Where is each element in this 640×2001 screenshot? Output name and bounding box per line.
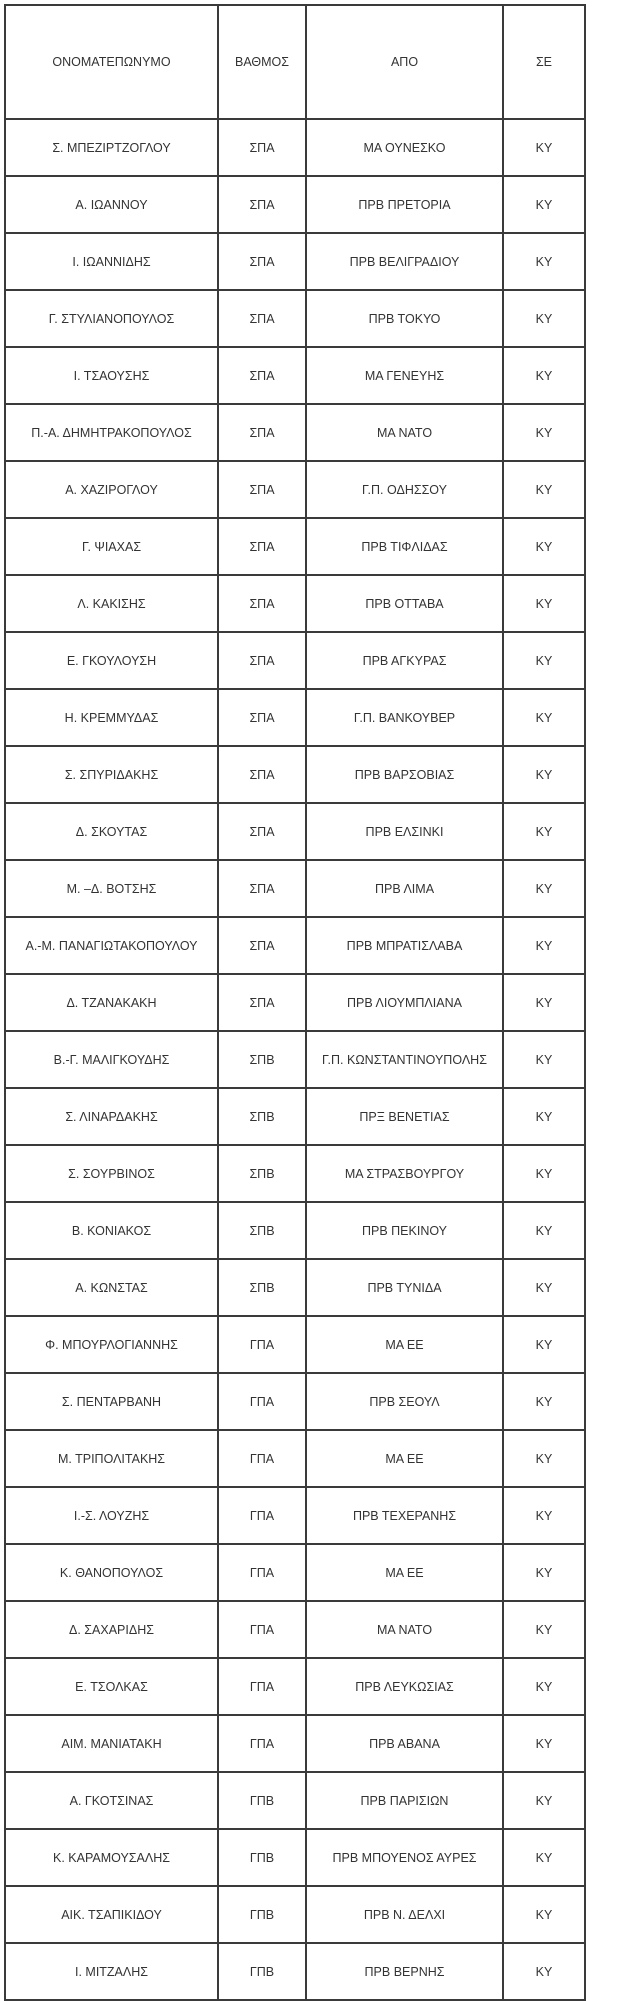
cell-from: ΠΡΒ ΛΙΜΑ <box>306 860 503 917</box>
table-row <box>5 1772 585 1829</box>
cell-name: Σ. ΜΠΕΖΙΡΤΖΟΓΛΟΥ <box>5 119 218 176</box>
cell-name: Δ. ΤΖΑΝΑΚΑΚΗ <box>5 974 218 1031</box>
cell-from: ΜΑ ΟΥΝΕΣΚΟ <box>306 119 503 176</box>
table-row <box>5 347 585 404</box>
table-row <box>5 974 585 1031</box>
cell-from: ΠΡΒ ΠΕΚΙΝΟΥ <box>306 1202 503 1259</box>
table-row <box>5 1601 585 1658</box>
cell-from: Γ.Π. ΟΔΗΣΣΟΥ <box>306 461 503 518</box>
table-row <box>5 1829 585 1886</box>
cell-to: ΚΥ <box>503 347 585 404</box>
cell-from: ΠΡΒ ΤΙΦΛΙΔΑΣ <box>306 518 503 575</box>
cell-rank: ΣΠΑ <box>218 974 306 1031</box>
table-row <box>5 404 585 461</box>
header-to: ΣΕ <box>503 5 585 119</box>
table-row <box>5 1943 585 2000</box>
table-row <box>5 1886 585 1943</box>
cell-to: ΚΥ <box>503 1487 585 1544</box>
cell-rank: ΓΠΒ <box>218 1886 306 1943</box>
cell-name: Ε. ΤΣΟΛΚΑΣ <box>5 1658 218 1715</box>
cell-to: ΚΥ <box>503 1544 585 1601</box>
table-row <box>5 1715 585 1772</box>
table-row <box>5 1658 585 1715</box>
cell-from: ΠΡΒ ΛΙΟΥΜΠΛΙΑΝΑ <box>306 974 503 1031</box>
cell-name: Α. ΙΩΑΝΝΟΥ <box>5 176 218 233</box>
cell-rank: ΓΠΑ <box>218 1601 306 1658</box>
cell-name: Β.-Γ. ΜΑΛΙΓΚΟΥΔΗΣ <box>5 1031 218 1088</box>
cell-to: ΚΥ <box>503 860 585 917</box>
cell-to: ΚΥ <box>503 1829 585 1886</box>
cell-rank: ΣΠΑ <box>218 404 306 461</box>
cell-name: ΑΙΜ. ΜΑΝΙΑΤΑΚΗ <box>5 1715 218 1772</box>
cell-name: Β. ΚΟΝΙΑΚΟΣ <box>5 1202 218 1259</box>
cell-to: ΚΥ <box>503 689 585 746</box>
cell-to: ΚΥ <box>503 461 585 518</box>
cell-rank: ΓΠΑ <box>218 1715 306 1772</box>
cell-rank: ΣΠΑ <box>218 347 306 404</box>
cell-from: ΠΡΒ ΠΡΕΤΟΡΙΑ <box>306 176 503 233</box>
header-rank: ΒΑΘΜΟΣ <box>218 5 306 119</box>
cell-from: ΠΡΒ ΤΥΝΙΔΑ <box>306 1259 503 1316</box>
table-row <box>5 746 585 803</box>
cell-to: ΚΥ <box>503 1031 585 1088</box>
cell-name: Π.-Α. ΔΗΜΗΤΡΑΚΟΠΟΥΛΟΣ <box>5 404 218 461</box>
cell-rank: ΓΠΑ <box>218 1544 306 1601</box>
cell-name: Σ. ΣΟΥΡΒΙΝΟΣ <box>5 1145 218 1202</box>
cell-rank: ΣΠΑ <box>218 746 306 803</box>
cell-name: Α. ΓΚΟΤΣΙΝΑΣ <box>5 1772 218 1829</box>
cell-to: ΚΥ <box>503 1202 585 1259</box>
table-row <box>5 803 585 860</box>
cell-name: Φ. ΜΠΟΥΡΛΟΓΙΑΝΝΗΣ <box>5 1316 218 1373</box>
cell-to: ΚΥ <box>503 632 585 689</box>
cell-rank: ΣΠΒ <box>218 1145 306 1202</box>
cell-from: ΜΑ ΣΤΡΑΣΒΟΥΡΓΟΥ <box>306 1145 503 1202</box>
cell-rank: ΣΠΒ <box>218 1031 306 1088</box>
cell-to: ΚΥ <box>503 1772 585 1829</box>
table-row <box>5 1088 585 1145</box>
cell-name: Σ. ΣΠΥΡΙΔΑΚΗΣ <box>5 746 218 803</box>
cell-to: ΚΥ <box>503 803 585 860</box>
cell-from: ΠΡΒ ΤΕΧΕΡΑΝΗΣ <box>306 1487 503 1544</box>
table-row <box>5 1430 585 1487</box>
header-name: ΟΝΟΜΑΤΕΠΩΝΥΜΟ <box>5 5 218 119</box>
cell-from: ΠΡΒ ΒΑΡΣΟΒΙΑΣ <box>306 746 503 803</box>
cell-rank: ΣΠΒ <box>218 1202 306 1259</box>
cell-name: ΑΙΚ. ΤΣΑΠΙΚΙΔΟΥ <box>5 1886 218 1943</box>
cell-from: ΜΑ ΝΑΤΟ <box>306 1601 503 1658</box>
table-row <box>5 176 585 233</box>
cell-to: ΚΥ <box>503 176 585 233</box>
cell-from: ΜΑ ΓΕΝΕΥΗΣ <box>306 347 503 404</box>
table-row <box>5 860 585 917</box>
cell-rank: ΓΠΒ <box>218 1943 306 2000</box>
cell-from: ΜΑ ΕΕ <box>306 1430 503 1487</box>
cell-from: Γ.Π. ΚΩΝΣΤΑΝΤΙΝΟΥΠΟΛΗΣ <box>306 1031 503 1088</box>
cell-rank: ΓΠΑ <box>218 1658 306 1715</box>
cell-rank: ΣΠΑ <box>218 803 306 860</box>
cell-rank: ΓΠΒ <box>218 1772 306 1829</box>
cell-to: ΚΥ <box>503 1259 585 1316</box>
cell-to: ΚΥ <box>503 575 585 632</box>
transfers-table <box>4 4 586 2001</box>
cell-name: Ε. ΓΚΟΥΛΟΥΣΗ <box>5 632 218 689</box>
cell-from: ΠΡΞ ΒΕΝΕΤΙΑΣ <box>306 1088 503 1145</box>
table-body <box>5 119 585 2000</box>
cell-name: Η. ΚΡΕΜΜΥΔΑΣ <box>5 689 218 746</box>
cell-from: ΠΡΒ ΠΑΡΙΣΙΩΝ <box>306 1772 503 1829</box>
cell-name: Μ. ΤΡΙΠΟΛΙΤΑΚΗΣ <box>5 1430 218 1487</box>
cell-name: Δ. ΣΑΧΑΡΙΔΗΣ <box>5 1601 218 1658</box>
cell-to: ΚΥ <box>503 1943 585 2000</box>
cell-name: Λ. ΚΑΚΙΣΗΣ <box>5 575 218 632</box>
cell-rank: ΣΠΑ <box>218 575 306 632</box>
cell-name: Α. ΚΩΝΣΤΑΣ <box>5 1259 218 1316</box>
cell-from: ΠΡΒ ΒΕΛΙΓΡΑΔΙΟΥ <box>306 233 503 290</box>
cell-from: ΠΡΒ ΤΟΚΥΟ <box>306 290 503 347</box>
table-row <box>5 119 585 176</box>
cell-rank: ΣΠΑ <box>218 119 306 176</box>
cell-name: Γ. ΨΙΑΧΑΣ <box>5 518 218 575</box>
cell-from: ΠΡΒ ΜΠΡΑΤΙΣΛΑΒΑ <box>306 917 503 974</box>
table-row <box>5 1031 585 1088</box>
cell-name: Σ. ΛΙΝΑΡΔΑΚΗΣ <box>5 1088 218 1145</box>
cell-to: ΚΥ <box>503 404 585 461</box>
cell-to: ΚΥ <box>503 917 585 974</box>
cell-name: Α.-Μ. ΠΑΝΑΓΙΩΤΑΚΟΠΟΥΛΟΥ <box>5 917 218 974</box>
cell-from: ΠΡΒ ΛΕΥΚΩΣΙΑΣ <box>306 1658 503 1715</box>
cell-name: Δ. ΣΚΟΥΤΑΣ <box>5 803 218 860</box>
cell-name: Ι. ΙΩΑΝΝΙΔΗΣ <box>5 233 218 290</box>
cell-name: Κ. ΘΑΝΟΠΟΥΛΟΣ <box>5 1544 218 1601</box>
table-row <box>5 1259 585 1316</box>
cell-rank: ΣΠΑ <box>218 689 306 746</box>
table-row <box>5 461 585 518</box>
cell-rank: ΣΠΑ <box>218 176 306 233</box>
cell-rank: ΓΠΑ <box>218 1487 306 1544</box>
table-row <box>5 290 585 347</box>
cell-rank: ΣΠΑ <box>218 917 306 974</box>
table-header-row <box>5 5 585 119</box>
cell-from: ΠΡΒ ΑΒΑΝΑ <box>306 1715 503 1772</box>
cell-name: Σ. ΠΕΝΤΑΡΒΑΝΗ <box>5 1373 218 1430</box>
cell-rank: ΓΠΑ <box>218 1373 306 1430</box>
cell-to: ΚΥ <box>503 1373 585 1430</box>
cell-from: ΜΑ ΕΕ <box>306 1316 503 1373</box>
cell-from: ΠΡΒ ΕΛΣΙΝΚΙ <box>306 803 503 860</box>
cell-from: ΠΡΒ ΟΤΤΑΒΑ <box>306 575 503 632</box>
cell-name: Κ. ΚΑΡΑΜΟΥΣΑΛΗΣ <box>5 1829 218 1886</box>
cell-to: ΚΥ <box>503 119 585 176</box>
cell-rank: ΣΠΑ <box>218 233 306 290</box>
cell-rank: ΣΠΑ <box>218 860 306 917</box>
cell-name: Ι. ΜΙΤΖΑΛΗΣ <box>5 1943 218 2000</box>
cell-name: Ι.-Σ. ΛΟΥΖΗΣ <box>5 1487 218 1544</box>
table-row <box>5 1373 585 1430</box>
cell-rank: ΣΠΑ <box>218 518 306 575</box>
cell-rank: ΓΠΑ <box>218 1316 306 1373</box>
table-row <box>5 917 585 974</box>
cell-to: ΚΥ <box>503 1601 585 1658</box>
cell-from: ΜΑ ΝΑΤΟ <box>306 404 503 461</box>
cell-to: ΚΥ <box>503 290 585 347</box>
cell-from: ΠΡΒ ΒΕΡΝΗΣ <box>306 1943 503 2000</box>
cell-to: ΚΥ <box>503 974 585 1031</box>
table-row <box>5 689 585 746</box>
cell-rank: ΣΠΑ <box>218 461 306 518</box>
cell-rank: ΣΠΑ <box>218 290 306 347</box>
cell-rank: ΣΠΒ <box>218 1088 306 1145</box>
cell-to: ΚΥ <box>503 1658 585 1715</box>
cell-to: ΚΥ <box>503 1430 585 1487</box>
cell-to: ΚΥ <box>503 1715 585 1772</box>
cell-from: Γ.Π. ΒΑΝΚΟΥΒΕΡ <box>306 689 503 746</box>
cell-from: ΠΡΒ Ν. ΔΕΛΧΙ <box>306 1886 503 1943</box>
cell-rank: ΓΠΑ <box>218 1430 306 1487</box>
cell-to: ΚΥ <box>503 746 585 803</box>
header-from: ΑΠΟ <box>306 5 503 119</box>
table-row <box>5 1544 585 1601</box>
cell-name: Α. ΧΑΖΙΡΟΓΛΟΥ <box>5 461 218 518</box>
table-row <box>5 575 585 632</box>
cell-rank: ΣΠΒ <box>218 1259 306 1316</box>
cell-from: ΠΡΒ ΣΕΟΥΛ <box>306 1373 503 1430</box>
table-row <box>5 1487 585 1544</box>
table-row <box>5 233 585 290</box>
cell-from: ΜΑ ΕΕ <box>306 1544 503 1601</box>
table-row <box>5 632 585 689</box>
cell-to: ΚΥ <box>503 1316 585 1373</box>
cell-to: ΚΥ <box>503 518 585 575</box>
cell-from: ΠΡΒ ΜΠΟΥΕΝΟΣ ΑΥΡΕΣ <box>306 1829 503 1886</box>
cell-to: ΚΥ <box>503 233 585 290</box>
cell-to: ΚΥ <box>503 1088 585 1145</box>
cell-rank: ΓΠΒ <box>218 1829 306 1886</box>
cell-rank: ΣΠΑ <box>218 632 306 689</box>
cell-to: ΚΥ <box>503 1886 585 1943</box>
table-row <box>5 1145 585 1202</box>
cell-name: Ι. ΤΣΑΟΥΣΗΣ <box>5 347 218 404</box>
table-row <box>5 518 585 575</box>
cell-name: Μ. –Δ. ΒΟΤΣΗΣ <box>5 860 218 917</box>
cell-from: ΠΡΒ ΑΓΚΥΡΑΣ <box>306 632 503 689</box>
table-row <box>5 1202 585 1259</box>
cell-to: ΚΥ <box>503 1145 585 1202</box>
table-row <box>5 1316 585 1373</box>
cell-name: Γ. ΣΤΥΛΙΑΝΟΠΟΥΛΟΣ <box>5 290 218 347</box>
